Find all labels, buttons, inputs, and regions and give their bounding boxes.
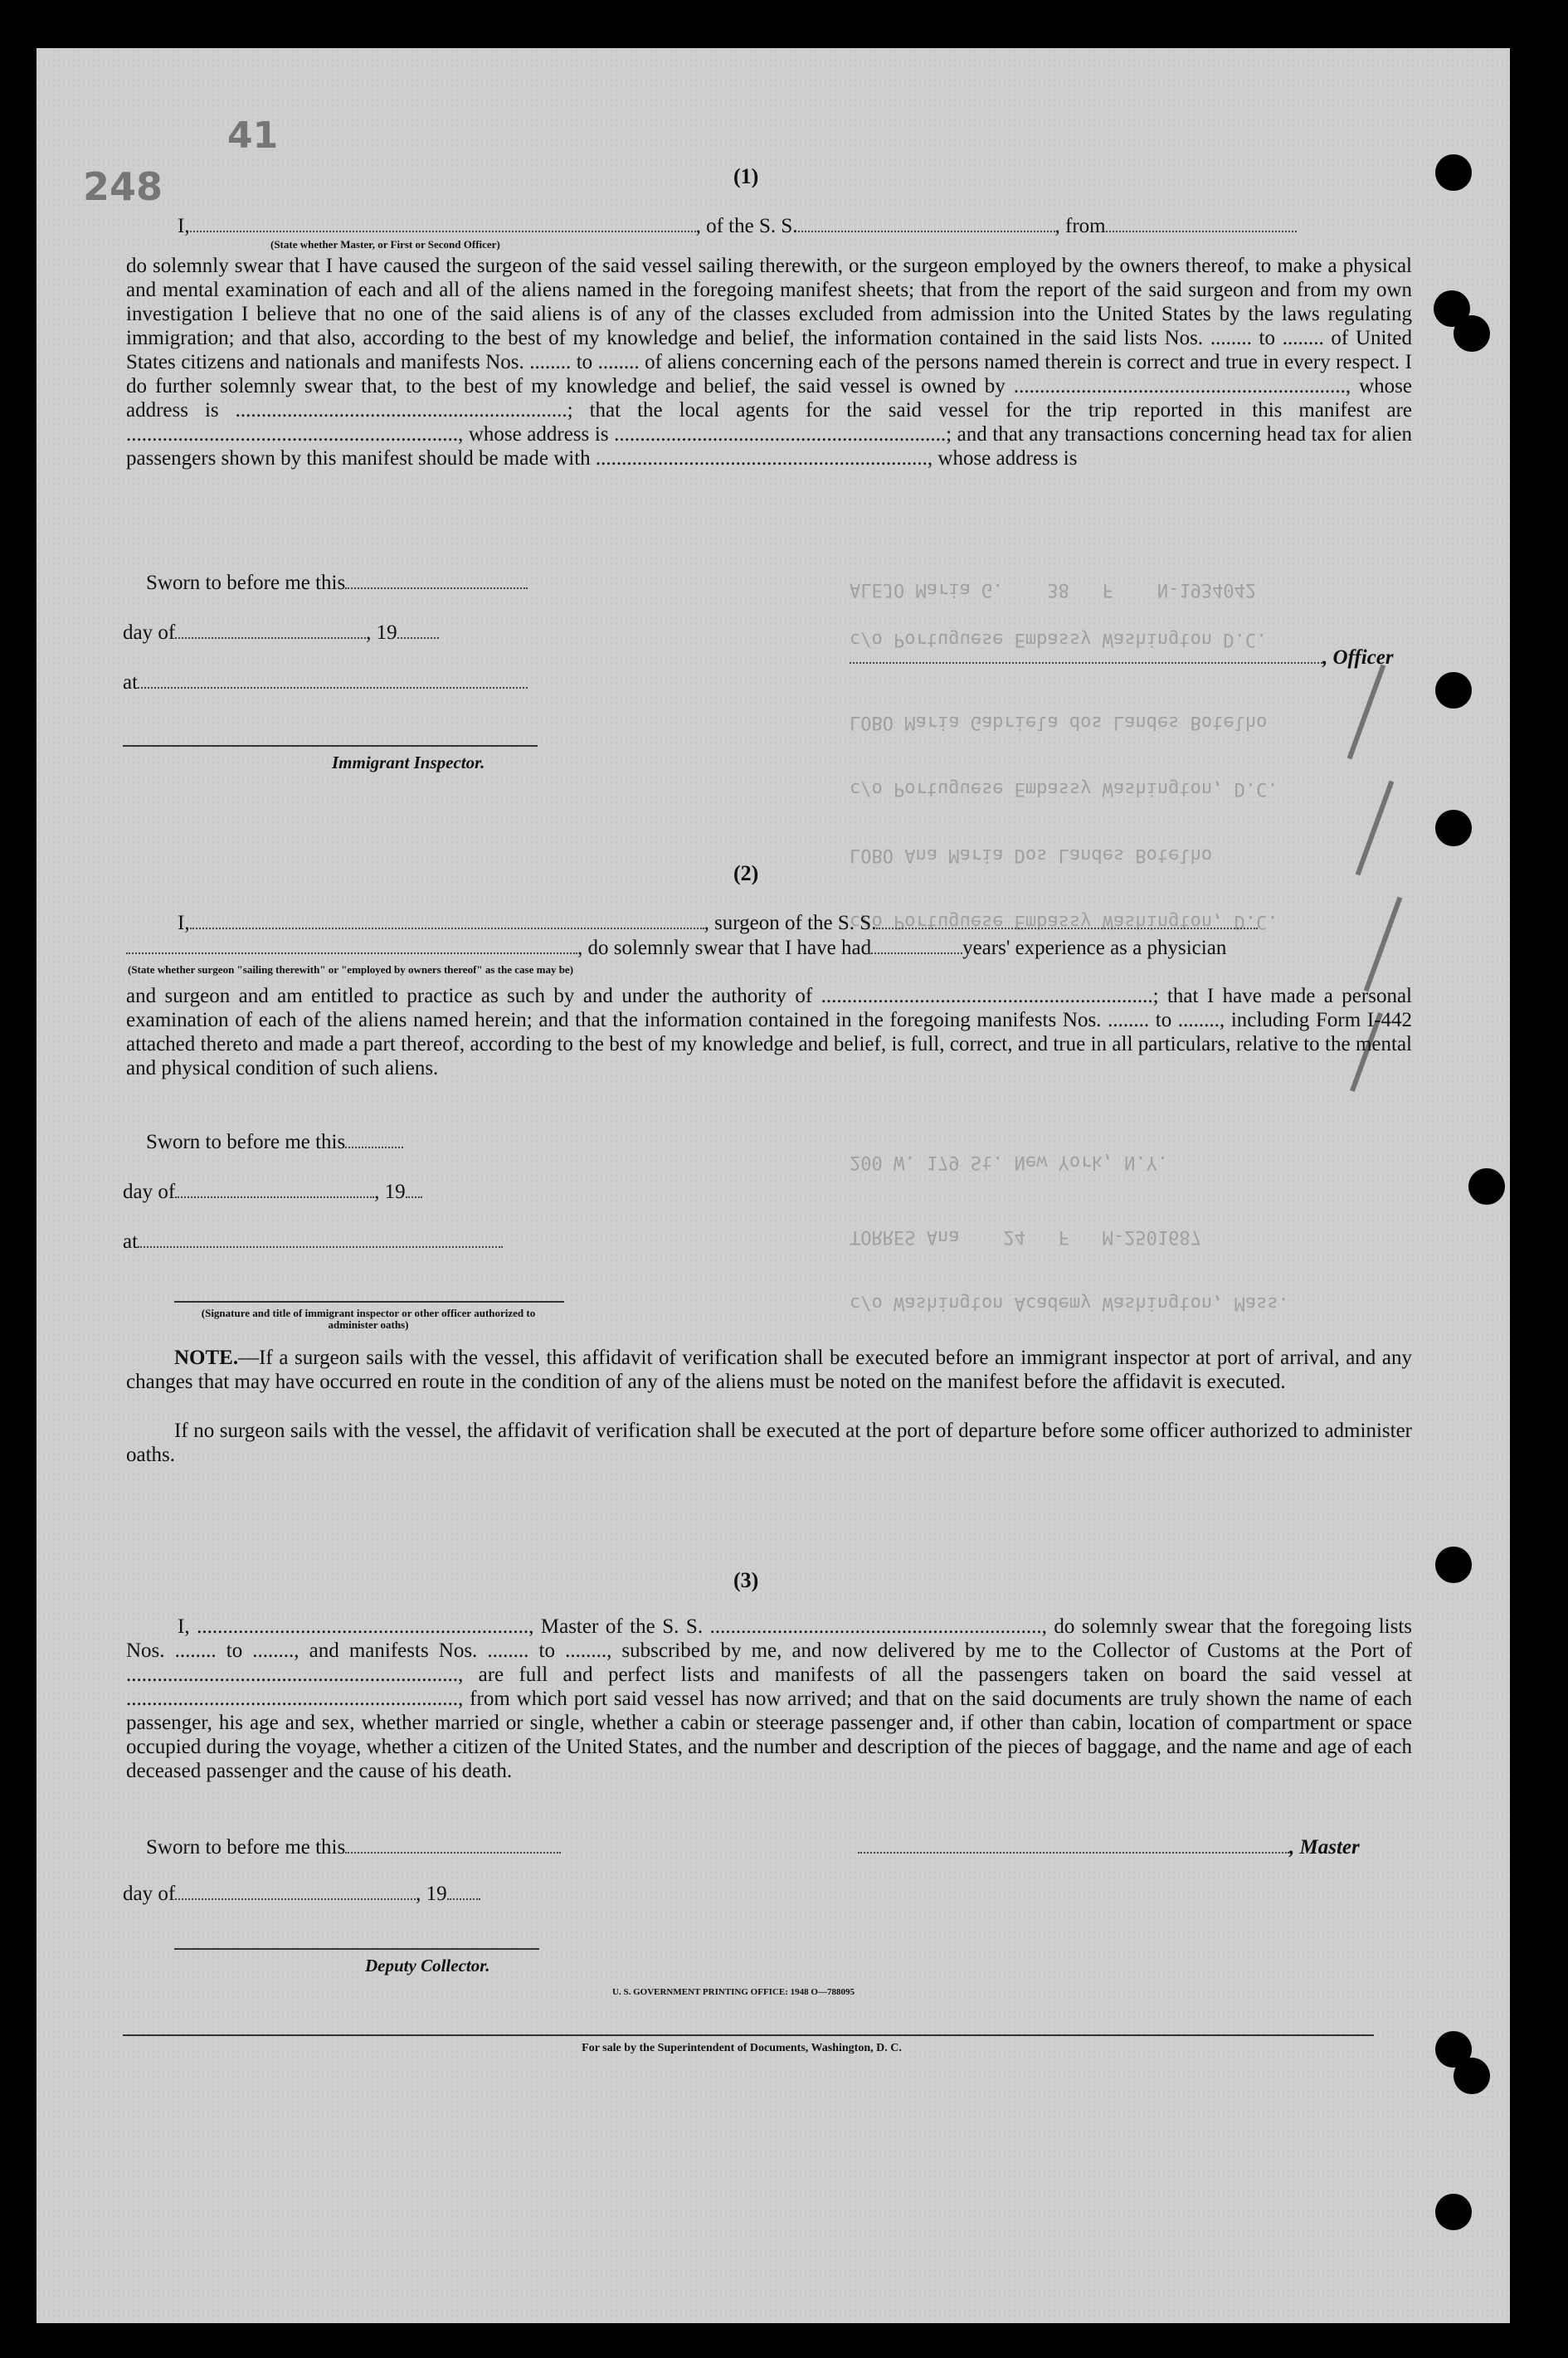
section1-day: day of , 19: [123, 621, 439, 646]
bleed-through-text: ALEJO Maria G. 38 F N-1934042: [850, 579, 1257, 600]
section2-sig-note: (Signature and title of immigrant inspector or other officer authorized to administer oaths): [201, 1307, 536, 1331]
section2-note: NOTE.—If a surgeon sails with the vessel, this affidavit of verification shall be executed before an immigrant inspector at port of arrival, and any changes that may have occurred en route in the condition of any of the aliens must be noted on the manifest before the affidavit is executed.: [126, 1347, 1412, 1393]
section3-sworn: Sworn to before me this: [146, 1835, 561, 1860]
manifest-page: [37, 48, 1510, 2323]
section1-line1: I, , of the S. S. , from: [178, 214, 1297, 239]
section2-heading: (2): [733, 861, 759, 885]
section2-sworn: Sworn to before me this: [146, 1130, 403, 1155]
section2-oath-text: and surgeon and am entitled to practice as such by and under the authority of ................................................................; that I have made a personal examination of each of the aliens named herein; and that the information contained in the foregoing manifests Nos. ........ to ........, including Form I-442 attached thereto and made a part thereof, according to the best of my knowledge and belief, is full, correct, and true in all particulars, relative to the mental and physical condition of such aliens.: [126, 985, 1412, 1079]
punch-hole: [1454, 315, 1490, 352]
section2-at: at: [123, 1230, 503, 1255]
bleed-through-text: c/o Portuguese Embassy Washington, D.C.: [850, 778, 1278, 799]
section1-master-hint: (State whether Master, or First or Second Officer): [270, 238, 500, 251]
section1-oath-text: do solemnly swear that I have caused the surgeon of the said vessel sailing therewith, or the surgeon employed by the owners thereof, to make a physical and mental examination of each and all of the aliens named in the foregoing manifest sheets; that from the report of the said surgeon and from my own investigation I believe that no one of the said aliens is of any of the classes excluded from admission into the United States by the laws regulating immigration; and that also, according to the best of my knowledge and belief, the information contained in the said lists Nos. ........ to ........ of United States citizens and nationals and manifests Nos. ........ to ........ of aliens concerning each of the persons named therein is correct and true in every respect. I do further solemnly swear that, to the best of my knowledge and belief, the said vessel is owned by ................................................................, whose address is ................................................................; that the local agents for the said vessel for the trip reported in this manifest are ................................................................, whose address is ................................................................; and that any transactions concerning head tax for alien passengers shown by this manifest should be made with ................................................................, whose address is: [126, 255, 1412, 470]
bleed-through-text: c/o Portuguese Embassy Washington, D.C.: [850, 911, 1278, 932]
bleed-through-text: c/o Portuguese Embassy Washington D.C.: [850, 629, 1268, 650]
inspector-signature-line: [123, 745, 538, 747]
section3-master: , Master: [858, 1835, 1360, 1860]
section2-line2: , do solemnly swear that I have had years' experience as a physician: [126, 936, 1226, 961]
deputy-signature-line: [174, 1948, 539, 1950]
section3-heading: (3): [733, 1568, 759, 1592]
punch-hole: [1435, 2194, 1472, 2230]
check-mark: [1364, 897, 1403, 992]
punch-hole: [1435, 154, 1472, 191]
section3-day: day of , 19: [123, 1882, 480, 1907]
section1-at: at: [123, 670, 528, 695]
section1-heading: (1): [733, 164, 759, 188]
punch-hole: [1468, 1168, 1505, 1205]
section3-deputy: Deputy Collector.: [365, 1956, 490, 1976]
section1-sworn: Sworn to before me this: [146, 571, 528, 596]
check-mark: [1356, 781, 1395, 876]
bleed-through-text: TORRES Ana 24 F M-2501687: [850, 1226, 1201, 1247]
section3-oath-text: I, ................................................................, Master of the S. S. ................................................................, do solemnly swear that the foregoing lists Nos. ........ to ........, and manifests Nos. ........ to ........, subscribed by me, and now delivered by me to the Collector of Customs at the Port of ................................................................, are full and perfect lists and manifests of all the passengers taken on board the said vessel at ................................................................, from which port said vessel has now arrived; and that on the said documents are truly shown the name of each passenger, his age and sex, whether married or single, whether a cabin or steerage passenger and, if other than cabin, location of compartment or space occupied during the voyage, whether a citizen of the United States, and the number and description of the pieces of baggage, and the name and age of each deceased passenger and the cause of his death.: [126, 1615, 1412, 1782]
section2-signature-line: [174, 1301, 564, 1303]
check-mark: [1347, 665, 1386, 760]
bleed-through-text: c/o Washington Academy Washington, Mass.: [850, 1293, 1289, 1313]
section1-inspector: Immigrant Inspector.: [332, 753, 485, 772]
punch-hole: [1435, 1547, 1472, 1583]
sale-imprint: For sale by the Superintendent of Documents, Washington, D. C.: [582, 2042, 902, 2054]
section2-surgeon-hint: (State whether surgeon "sailing therewith" or "employed by owners thereof" as the case may be): [128, 963, 574, 976]
punch-hole: [1435, 672, 1472, 709]
section2-line1: I, , surgeon of the S. S.: [178, 911, 1258, 936]
section1-officer: , Officer: [850, 646, 1394, 670]
punch-hole: [1454, 2058, 1490, 2094]
section2-note2: If no surgeon sails with the vessel, the affidavit of verification shall be executed at the port of departure before some officer authorized to administer oaths.: [126, 1420, 1412, 1466]
bleed-through-text: LOBO Maria Gabriela dos Landes Botelho: [850, 712, 1268, 733]
gpo-imprint: U. S. GOVERNMENT PRINTING OFFICE: 1948 O—788095: [612, 1987, 855, 1997]
serial-stamp: 248: [83, 164, 163, 209]
section2-day: day of , 19: [123, 1180, 422, 1205]
punch-hole: [1435, 810, 1472, 846]
footer-rule: [123, 2034, 1374, 2036]
bleed-through-text: 200 W. 179 St. New York, N.Y.: [850, 1152, 1169, 1172]
page-number-stamp: 41: [227, 114, 279, 157]
bleed-through-text: LOBO Ana Maria Dos Landes Botelho: [850, 845, 1213, 865]
